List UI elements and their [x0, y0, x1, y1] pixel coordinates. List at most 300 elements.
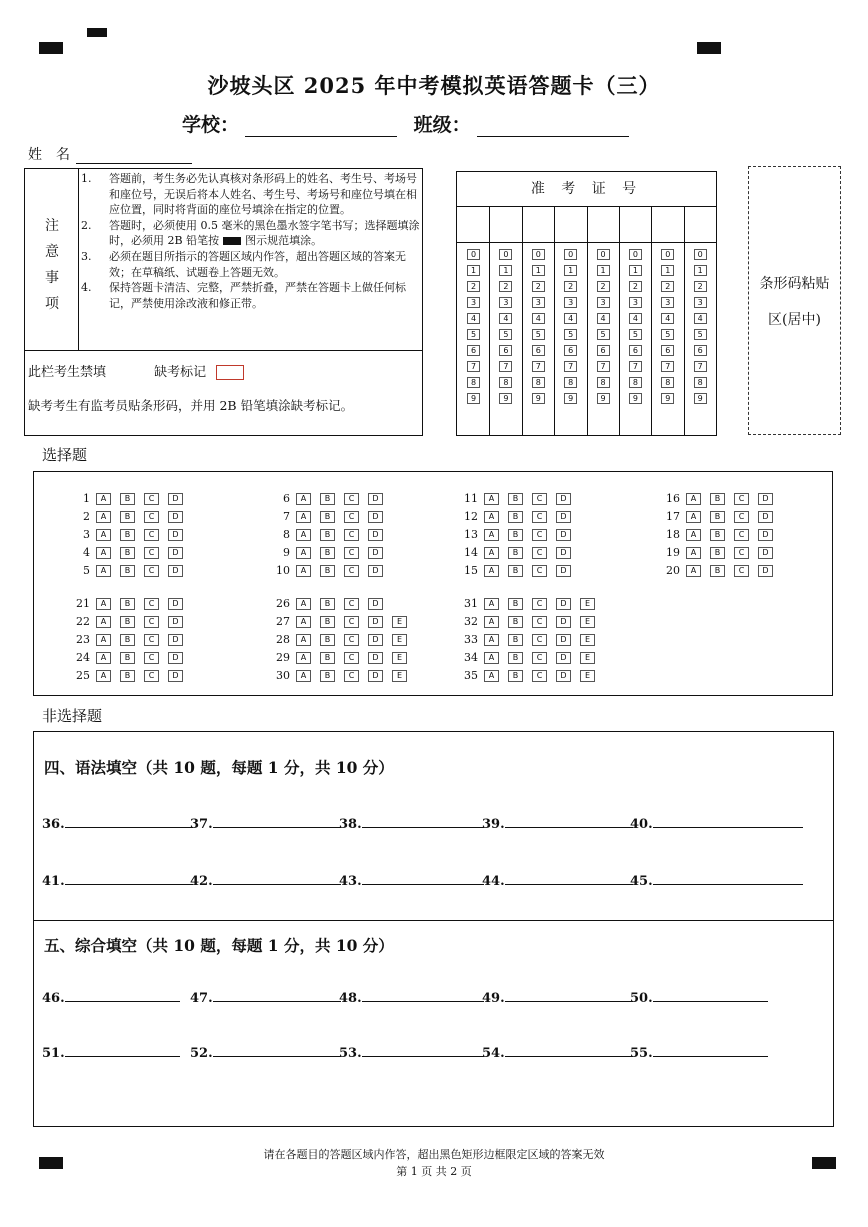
section4-blank[interactable]: [42, 872, 193, 889]
option-bubble[interactable]: E: [580, 598, 595, 610]
exam-id-digit-bubble[interactable]: 3: [564, 297, 577, 308]
option-bubble[interactable]: B: [320, 670, 335, 682]
blank-line[interactable]: [213, 872, 341, 885]
section4-blank[interactable]: [190, 815, 341, 832]
question-number: 30: [276, 669, 290, 682]
exam-id-digit-bubble[interactable]: 5: [499, 329, 512, 340]
option-bubble[interactable]: C: [344, 511, 359, 523]
option-bubble[interactable]: B: [508, 529, 523, 541]
option-bubble[interactable]: A: [96, 547, 111, 559]
option-bubble[interactable]: C: [344, 670, 359, 682]
option-bubble[interactable]: B: [320, 634, 335, 646]
option-bubble[interactable]: C: [532, 493, 547, 505]
option-bubble[interactable]: B: [710, 493, 725, 505]
option-bubble[interactable]: D: [368, 652, 383, 664]
exam-id-digit-bubble[interactable]: 8: [467, 377, 480, 388]
exam-id-digit-bubble[interactable]: 4: [467, 313, 480, 324]
exam-id-digit-bubble[interactable]: 3: [597, 297, 610, 308]
exam-id-digit-bubble[interactable]: 4: [661, 313, 674, 324]
question-number: 21: [76, 597, 90, 610]
option-bubble[interactable]: D: [168, 511, 183, 523]
option-bubble[interactable]: B: [120, 529, 135, 541]
option-bubble[interactable]: C: [344, 547, 359, 559]
exam-id-digit-bubble[interactable]: 0: [694, 249, 707, 260]
exam-id-digit-bubble[interactable]: 8: [629, 377, 642, 388]
option-bubble[interactable]: A: [96, 598, 111, 610]
option-bubble[interactable]: A: [484, 634, 499, 646]
option-bubble[interactable]: C: [532, 547, 547, 559]
blank-line[interactable]: [213, 1044, 341, 1057]
exam-id-digit-bubble[interactable]: 2: [597, 281, 610, 292]
blank-line[interactable]: [505, 872, 633, 885]
option-bubble[interactable]: A: [96, 670, 111, 682]
option-bubble[interactable]: D: [168, 652, 183, 664]
option-bubble[interactable]: B: [508, 652, 523, 664]
blank-line[interactable]: [65, 815, 193, 828]
option-bubble[interactable]: A: [484, 529, 499, 541]
exam-id-digit-bubble[interactable]: 4: [694, 313, 707, 324]
option-bubble[interactable]: E: [392, 652, 407, 664]
option-bubble[interactable]: A: [96, 565, 111, 577]
option-bubble[interactable]: A: [686, 565, 701, 577]
option-bubble[interactable]: B: [120, 616, 135, 628]
exam-id-digit-bubble[interactable]: 3: [629, 297, 642, 308]
exam-id-digit-bubble[interactable]: 5: [694, 329, 707, 340]
exam-id-digit-bubble[interactable]: 7: [661, 361, 674, 372]
exam-id-digit-bubble[interactable]: 5: [564, 329, 577, 340]
exam-id-digit-bubble[interactable]: 6: [564, 345, 577, 356]
exam-id-digit-bubble[interactable]: 7: [532, 361, 545, 372]
option-bubble[interactable]: B: [120, 634, 135, 646]
exam-id-digit-bubble[interactable]: 4: [629, 313, 642, 324]
option-bubble[interactable]: C: [734, 493, 749, 505]
option-bubble[interactable]: D: [758, 565, 773, 577]
option-bubble[interactable]: C: [144, 652, 159, 664]
exam-id-digit-bubble[interactable]: 5: [597, 329, 610, 340]
option-bubble[interactable]: C: [344, 616, 359, 628]
exam-id-digit-bubble[interactable]: 5: [532, 329, 545, 340]
option-bubble[interactable]: E: [580, 616, 595, 628]
blank-line[interactable]: [505, 815, 633, 828]
option-bubble[interactable]: D: [368, 616, 383, 628]
option-bubble[interactable]: D: [168, 547, 183, 559]
blank-line[interactable]: [653, 872, 803, 885]
exam-id-digit-bubble[interactable]: 4: [564, 313, 577, 324]
option-bubble[interactable]: E: [580, 670, 595, 682]
exam-id-digit-bubble[interactable]: 1: [499, 265, 512, 276]
option-bubble[interactable]: D: [556, 634, 571, 646]
blank-line[interactable]: [653, 989, 768, 1002]
option-bubble[interactable]: D: [168, 493, 183, 505]
exam-id-digit-bubble[interactable]: 9: [694, 393, 707, 404]
question-number: 11: [464, 492, 478, 505]
section4-blank[interactable]: [42, 815, 193, 832]
exam-id-digit-bubble[interactable]: 8: [564, 377, 577, 388]
option-bubble[interactable]: A: [296, 670, 311, 682]
option-bubble[interactable]: A: [96, 529, 111, 541]
exam-id-digit-bubble[interactable]: 1: [694, 265, 707, 276]
option-bubble[interactable]: C: [144, 547, 159, 559]
exam-id-digit-bubble[interactable]: 1: [467, 265, 480, 276]
option-bubble[interactable]: C: [344, 634, 359, 646]
exam-id-digit-bubble[interactable]: 0: [661, 249, 674, 260]
blank-number: 43.: [339, 874, 362, 889]
question-number: 24: [76, 651, 90, 664]
option-bubble[interactable]: A: [686, 529, 701, 541]
option-bubble[interactable]: D: [556, 652, 571, 664]
option-bubble[interactable]: A: [484, 670, 499, 682]
option-bubble[interactable]: C: [344, 652, 359, 664]
option-bubble[interactable]: C: [532, 511, 547, 523]
exam-id-digit-bubble[interactable]: 9: [564, 393, 577, 404]
section5-blank[interactable]: [630, 1044, 768, 1061]
exam-id-digit-bubble[interactable]: 2: [694, 281, 707, 292]
exam-id-digit-bubble[interactable]: 0: [629, 249, 642, 260]
blank-line[interactable]: [362, 815, 484, 828]
exam-id-digit-bubble[interactable]: 2: [532, 281, 545, 292]
option-bubble[interactable]: A: [686, 511, 701, 523]
exam-id-digit-bubble[interactable]: 2: [564, 281, 577, 292]
option-bubble[interactable]: B: [320, 616, 335, 628]
blank-line[interactable]: [213, 989, 341, 1002]
blank-line[interactable]: [213, 815, 341, 828]
question-number: 27: [276, 615, 290, 628]
option-bubble[interactable]: A: [484, 493, 499, 505]
option-bubble[interactable]: C: [532, 565, 547, 577]
option-bubble[interactable]: E: [392, 634, 407, 646]
option-bubble[interactable]: D: [368, 493, 383, 505]
option-bubble[interactable]: D: [556, 493, 571, 505]
exam-id-digit-bubble[interactable]: 1: [597, 265, 610, 276]
option-bubble[interactable]: C: [144, 634, 159, 646]
section5-title: 五、综合填空（共 10 题，每题 1 分，共 10 分）: [44, 936, 394, 955]
exam-id-digit-bubble[interactable]: 0: [467, 249, 480, 260]
option-bubble[interactable]: D: [556, 547, 571, 559]
exam-id-digit-bubble[interactable]: 5: [629, 329, 642, 340]
exam-id-digit-bubble[interactable]: 9: [661, 393, 674, 404]
blank-number: 50.: [630, 991, 653, 1006]
question-number: 17: [666, 510, 680, 523]
blank-line[interactable]: [362, 1044, 484, 1057]
option-bubble[interactable]: B: [120, 511, 135, 523]
option-bubble[interactable]: C: [344, 493, 359, 505]
option-bubble[interactable]: D: [556, 529, 571, 541]
option-bubble[interactable]: D: [368, 670, 383, 682]
option-bubble[interactable]: E: [580, 634, 595, 646]
option-bubble[interactable]: A: [484, 616, 499, 628]
blank-line[interactable]: [505, 1044, 633, 1057]
exam-id-digit-bubble[interactable]: 3: [467, 297, 480, 308]
option-bubble[interactable]: D: [556, 511, 571, 523]
question-number: 20: [666, 564, 680, 577]
option-bubble[interactable]: D: [168, 565, 183, 577]
option-bubble[interactable]: D: [556, 616, 571, 628]
exam-id-digit-bubble[interactable]: 6: [694, 345, 707, 356]
blank-line[interactable]: [65, 1044, 180, 1057]
exam-id-digit-bubble[interactable]: 2: [499, 281, 512, 292]
option-bubble[interactable]: D: [368, 511, 383, 523]
option-bubble[interactable]: C: [532, 598, 547, 610]
option-bubble[interactable]: C: [144, 670, 159, 682]
section4-blank[interactable]: [339, 872, 484, 889]
option-bubble[interactable]: B: [120, 493, 135, 505]
exam-id-digit-bubble[interactable]: 6: [499, 345, 512, 356]
option-bubble[interactable]: A: [296, 616, 311, 628]
exam-id-digit-bubble[interactable]: 7: [694, 361, 707, 372]
option-bubble[interactable]: A: [96, 634, 111, 646]
page-title: 沙坡头区 2025 年中考模拟英语答题卡（三）: [207, 73, 661, 98]
exam-id-digit-bubble[interactable]: 6: [661, 345, 674, 356]
barcode-area: [748, 166, 841, 435]
option-bubble[interactable]: D: [758, 493, 773, 505]
notice-item-3: 3. 必须在题目所指示的答题区域内作答，超出答题区域的答案无效；在草稿纸、试题卷上答题无效。: [81, 249, 406, 279]
option-bubble[interactable]: A: [296, 547, 311, 559]
exam-id-digit-bubble[interactable]: 0: [597, 249, 610, 260]
option-bubble[interactable]: D: [556, 670, 571, 682]
option-bubble[interactable]: D: [758, 547, 773, 559]
option-bubble[interactable]: D: [368, 565, 383, 577]
option-bubble[interactable]: C: [144, 529, 159, 541]
option-bubble[interactable]: C: [734, 565, 749, 577]
blank-line[interactable]: [65, 872, 193, 885]
section5-blank[interactable]: [190, 989, 341, 1006]
section5-blank[interactable]: [339, 989, 484, 1006]
option-bubble[interactable]: D: [168, 616, 183, 628]
option-bubble[interactable]: B: [120, 547, 135, 559]
option-bubble[interactable]: C: [144, 598, 159, 610]
option-bubble[interactable]: B: [320, 565, 335, 577]
option-bubble[interactable]: C: [532, 652, 547, 664]
option-bubble[interactable]: C: [532, 616, 547, 628]
option-bubble[interactable]: C: [344, 598, 359, 610]
option-bubble[interactable]: A: [96, 652, 111, 664]
option-bubble[interactable]: B: [508, 634, 523, 646]
notice-divider: [25, 350, 422, 351]
exam-id-digit-bubble[interactable]: 7: [499, 361, 512, 372]
option-bubble[interactable]: D: [168, 529, 183, 541]
blank-number: 54.: [482, 1046, 505, 1061]
blank-line[interactable]: [505, 989, 633, 1002]
exam-id-digit-bubble[interactable]: 6: [467, 345, 480, 356]
exam-id-digit-bubble[interactable]: 8: [694, 377, 707, 388]
exam-id-digit-bubble[interactable]: 2: [467, 281, 480, 292]
section5-blank[interactable]: [630, 989, 768, 1006]
exam-id-digit-bubble[interactable]: 7: [467, 361, 480, 372]
exam-id-digit-bubble[interactable]: 4: [532, 313, 545, 324]
exam-id-digit-bubble[interactable]: 8: [661, 377, 674, 388]
option-bubble[interactable]: D: [368, 529, 383, 541]
option-bubble[interactable]: B: [710, 529, 725, 541]
exam-id-digit-bubble[interactable]: 0: [564, 249, 577, 260]
name-field[interactable]: [76, 149, 192, 164]
exam-id-digit-bubble[interactable]: 8: [532, 377, 545, 388]
section5-blank[interactable]: [339, 1044, 484, 1061]
option-bubble[interactable]: B: [120, 598, 135, 610]
option-bubble[interactable]: C: [144, 493, 159, 505]
option-bubble[interactable]: B: [120, 670, 135, 682]
option-bubble[interactable]: D: [168, 634, 183, 646]
option-bubble[interactable]: B: [508, 547, 523, 559]
option-bubble[interactable]: D: [368, 598, 383, 610]
exam-id-digit-bubble[interactable]: 7: [564, 361, 577, 372]
exam-id-digit-bubble[interactable]: 9: [597, 393, 610, 404]
exam-id-digit-bubble[interactable]: 0: [499, 249, 512, 260]
option-bubble[interactable]: B: [710, 565, 725, 577]
exam-id-digit-bubble[interactable]: 6: [597, 345, 610, 356]
option-bubble[interactable]: B: [508, 511, 523, 523]
exam-id-digit-bubble[interactable]: 7: [597, 361, 610, 372]
blank-number: 45.: [630, 874, 653, 889]
option-bubble[interactable]: C: [144, 616, 159, 628]
question-number: 2: [83, 510, 90, 523]
option-bubble[interactable]: D: [368, 634, 383, 646]
option-bubble[interactable]: C: [344, 565, 359, 577]
option-bubble[interactable]: A: [96, 511, 111, 523]
exam-id-digit-bubble[interactable]: 9: [499, 393, 512, 404]
section5-blank[interactable]: [42, 1044, 180, 1061]
option-bubble[interactable]: C: [532, 634, 547, 646]
option-bubble[interactable]: A: [296, 598, 311, 610]
option-bubble[interactable]: A: [296, 493, 311, 505]
option-bubble[interactable]: A: [296, 511, 311, 523]
blank-line[interactable]: [65, 989, 180, 1002]
blank-number: 37.: [190, 817, 213, 832]
option-bubble[interactable]: A: [96, 616, 111, 628]
class-label: 班级：: [413, 114, 471, 136]
question-number: 8: [283, 528, 290, 541]
section5-blank[interactable]: [42, 989, 180, 1006]
section4-blank[interactable]: [482, 872, 633, 889]
option-bubble[interactable]: D: [758, 529, 773, 541]
exam-id-digit-bubble[interactable]: 9: [629, 393, 642, 404]
option-bubble[interactable]: B: [508, 493, 523, 505]
option-bubble[interactable]: A: [96, 493, 111, 505]
option-bubble[interactable]: D: [168, 598, 183, 610]
section4-blank[interactable]: [630, 872, 803, 889]
option-bubble[interactable]: B: [320, 652, 335, 664]
option-bubble[interactable]: C: [532, 670, 547, 682]
blank-line[interactable]: [653, 1044, 768, 1057]
exam-id-digit-bubble[interactable]: 4: [499, 313, 512, 324]
section5-blank[interactable]: [482, 989, 633, 1006]
option-bubble[interactable]: A: [484, 652, 499, 664]
exam-id-digit-bubble[interactable]: 4: [597, 313, 610, 324]
option-bubble[interactable]: B: [710, 511, 725, 523]
option-bubble[interactable]: E: [580, 652, 595, 664]
option-bubble[interactable]: B: [320, 529, 335, 541]
exam-id-digit-bubble[interactable]: 3: [499, 297, 512, 308]
exam-id-digit-bubble[interactable]: 3: [661, 297, 674, 308]
option-bubble[interactable]: D: [758, 511, 773, 523]
class-field[interactable]: [477, 118, 629, 137]
option-bubble[interactable]: A: [484, 598, 499, 610]
option-bubble[interactable]: A: [484, 565, 499, 577]
option-bubble[interactable]: B: [120, 652, 135, 664]
exam-id-digit-bubble[interactable]: 5: [467, 329, 480, 340]
registration-mark-top-left-small: [87, 28, 107, 37]
forbid-label: 此栏考生禁填: [28, 365, 107, 380]
exam-id-digit-bubble[interactable]: 3: [694, 297, 707, 308]
option-bubble[interactable]: C: [344, 529, 359, 541]
option-bubble[interactable]: A: [686, 547, 701, 559]
section5-blank[interactable]: [190, 1044, 341, 1061]
exam-id-digit-bubble[interactable]: 8: [499, 377, 512, 388]
option-bubble[interactable]: D: [368, 547, 383, 559]
blank-line[interactable]: [362, 872, 484, 885]
exam-id-digit-bubble[interactable]: 0: [532, 249, 545, 260]
option-bubble[interactable]: A: [484, 511, 499, 523]
question-number: 15: [464, 564, 478, 577]
option-bubble[interactable]: C: [144, 565, 159, 577]
option-bubble[interactable]: D: [556, 598, 571, 610]
option-bubble[interactable]: C: [734, 529, 749, 541]
exam-id-digit-bubble[interactable]: 9: [467, 393, 480, 404]
option-bubble[interactable]: C: [532, 529, 547, 541]
school-field[interactable]: [245, 118, 397, 137]
option-bubble[interactable]: A: [296, 565, 311, 577]
option-bubble[interactable]: E: [392, 670, 407, 682]
section5-blank[interactable]: [482, 1044, 633, 1061]
exam-id-digit-bubble[interactable]: 3: [532, 297, 545, 308]
question-number: 33: [464, 633, 478, 646]
option-bubble[interactable]: C: [734, 511, 749, 523]
option-bubble[interactable]: B: [320, 547, 335, 559]
exam-id-digit-bubble[interactable]: 2: [629, 281, 642, 292]
option-bubble[interactable]: B: [320, 493, 335, 505]
exam-id-digit-bubble[interactable]: 1: [532, 265, 545, 276]
option-bubble[interactable]: A: [296, 634, 311, 646]
option-bubble[interactable]: B: [710, 547, 725, 559]
option-bubble[interactable]: E: [392, 616, 407, 628]
option-bubble[interactable]: B: [320, 598, 335, 610]
exam-id-digit-bubble[interactable]: 9: [532, 393, 545, 404]
option-bubble[interactable]: A: [296, 529, 311, 541]
option-bubble[interactable]: A: [296, 652, 311, 664]
option-bubble[interactable]: B: [508, 616, 523, 628]
exam-id-digit-bubble[interactable]: 7: [629, 361, 642, 372]
exam-id-digit-bubble[interactable]: 2: [661, 281, 674, 292]
question-number: 7: [283, 510, 290, 523]
option-bubble[interactable]: A: [484, 547, 499, 559]
exam-id-digit-bubble[interactable]: 1: [629, 265, 642, 276]
section4-blank[interactable]: [190, 872, 341, 889]
option-bubble[interactable]: B: [508, 670, 523, 682]
option-bubble[interactable]: B: [320, 511, 335, 523]
option-bubble[interactable]: C: [734, 547, 749, 559]
option-bubble[interactable]: D: [168, 670, 183, 682]
exam-id-digit-bubble[interactable]: 1: [661, 265, 674, 276]
section4-blank[interactable]: [630, 815, 803, 832]
absent-mark-box[interactable]: [216, 365, 244, 380]
exam-id-digit-bubble[interactable]: 8: [597, 377, 610, 388]
blank-number: 51.: [42, 1046, 65, 1061]
section4-blank[interactable]: [482, 815, 633, 832]
blank-line[interactable]: [362, 989, 484, 1002]
exam-id-digit-bubble[interactable]: 6: [629, 345, 642, 356]
section4-blank[interactable]: [339, 815, 484, 832]
option-bubble[interactable]: C: [144, 511, 159, 523]
blank-line[interactable]: [653, 815, 803, 828]
option-bubble[interactable]: B: [508, 565, 523, 577]
option-bubble[interactable]: A: [686, 493, 701, 505]
notice-item-4: 4. 保持答题卡清洁、完整，严禁折叠，严禁在答题卡上做任何标记，严禁使用涂改液和修正带。: [81, 281, 406, 310]
option-bubble[interactable]: D: [556, 565, 571, 577]
option-bubble[interactable]: B: [120, 565, 135, 577]
option-bubble[interactable]: B: [508, 598, 523, 610]
exam-id-digit-bubble[interactable]: 6: [532, 345, 545, 356]
exam-id-digit-bubble[interactable]: 1: [564, 265, 577, 276]
exam-id-digit-bubble[interactable]: 5: [661, 329, 674, 340]
